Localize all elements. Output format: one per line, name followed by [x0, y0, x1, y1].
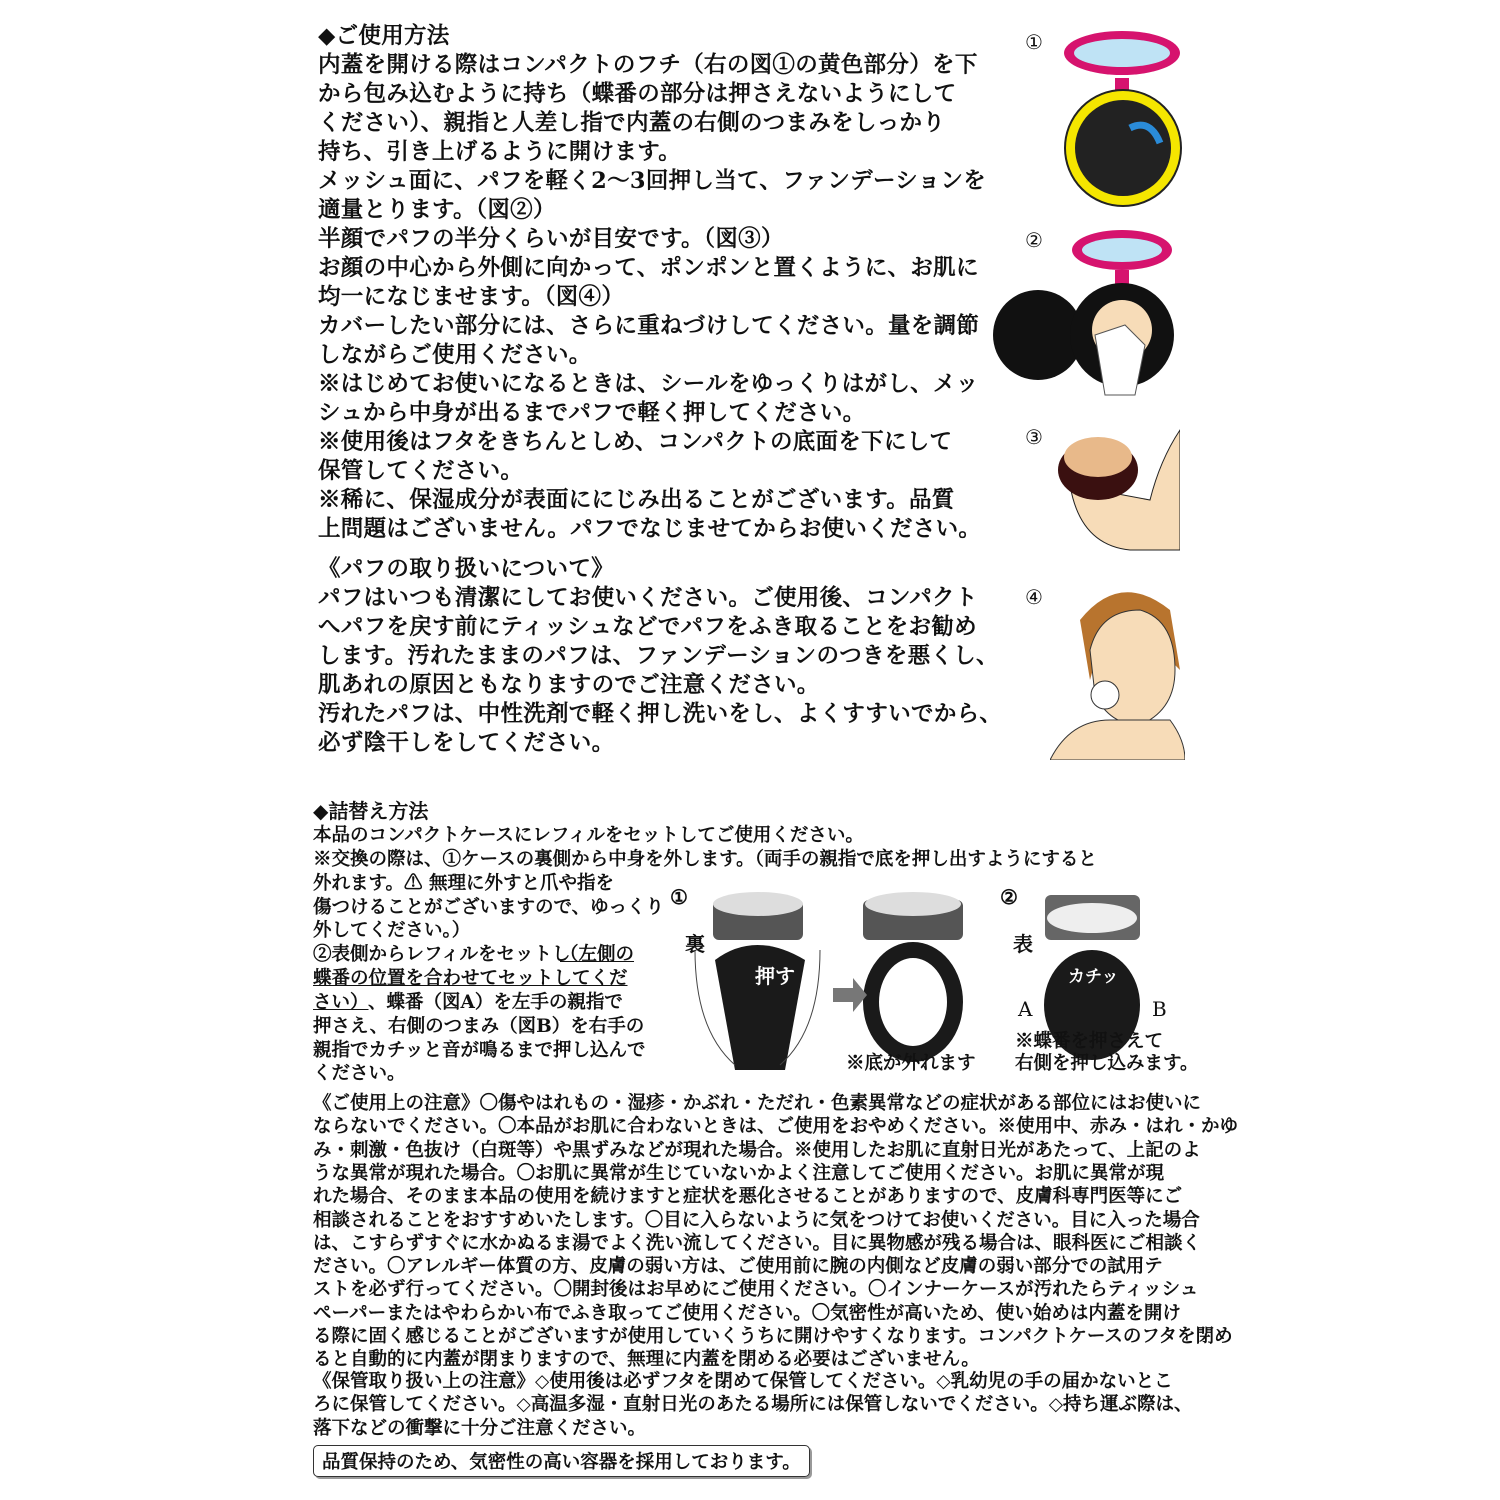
refill-line: ②表側からレフィルをセットし [313, 944, 571, 966]
usage-line: 保管してください。 [318, 458, 524, 484]
notice-box: 品質保持のため、気密性の高い容器を採用しております。 [313, 1445, 810, 1477]
usage-line: ください）、親指と人差し指で内蓋の右側のつまみをしっかり [318, 110, 946, 136]
caution-line: ならないでください。〇本品がお肌に合わないときは、ご使用をおやめください。※使用中、赤み・はれ・かゆ [313, 1116, 1239, 1138]
refill-line: 本品のコンパクトケースにレフィルをセットしてご使用ください。 [313, 825, 864, 846]
refill-underlined: 蝶番の位置を合わせてセットしてくだ [313, 968, 628, 989]
caution-line: ださい。〇アレルギー体質の方、皮膚の弱い方は、ご使用前に腕の内側など皮膚の弱い部分での試用テ [313, 1256, 1163, 1278]
puff-line: 汚れたパフは、中性洗剤で軽く押し洗いをし、よくすすいでから、 [318, 701, 1003, 727]
puff-on-hand-illustration [1050, 425, 1180, 555]
figure-number: ② [1000, 885, 1018, 909]
storage-line: 落下などの衝撃に十分ご注意ください。 [313, 1417, 647, 1439]
figure-number: ② [1025, 228, 1043, 252]
puff-line: します。汚れたままのパフは、ファンデーションのつきを悪くし、 [318, 643, 999, 669]
puff-heading: 《パフの取り扱いについて》 [318, 556, 614, 582]
refill-heading: ◆詰替え方法 [313, 799, 429, 823]
refill-line: ください。 [313, 1063, 406, 1085]
compact-puff-illustration [990, 225, 1190, 405]
caution-line: 《ご使用上の注意》〇傷やはれもの・湿疹・かぶれ・ただれ・色素異常などの症状がある部位にはお使いに [313, 1093, 1202, 1114]
refill-underlined: （左側の [560, 944, 635, 965]
caution-line: る際に固く感じることがございますが使用していくうちに開けやすくなります。コンパクトケースのフタを閉め [313, 1326, 1233, 1347]
usage-line: 上問題はございません。パフでなじませてからお使いください。 [318, 516, 982, 542]
caution-line: 相談されることをおすすめいたします。〇目に入らないように気をつけてお使いください。目に入った場合 [313, 1209, 1200, 1231]
refill-line: 外してください。） [313, 920, 471, 942]
refill-line: 押さえ、右側のつまみ（図B）を右手の [313, 1016, 645, 1037]
caution-line: ペーパーまたはやわらかい布でふき取ってご使用ください。〇気密性が高いため、使い始めは内蓋を開け [313, 1302, 1181, 1324]
puff-line: 必ず陰干しをしてください。 [318, 730, 615, 756]
figure-number: ④ [1025, 585, 1043, 609]
usage-heading: ◆ご使用方法 [318, 23, 450, 49]
puff-line: パフはいつも清潔にしてお使いください。ご使用後、コンパクト [318, 585, 978, 611]
caution-line: ると自動的に内蓋が閉まりますので、無理に内蓋を閉める必要はございません。 [313, 1349, 980, 1371]
usage-line: カバーしたい部分には、さらに重ねづけしてください。量を調節 [318, 313, 980, 339]
caution-line: うな異常が現れた場合。〇お肌に異常が生じていないかよく注意してご使用ください。お肌に異常が現 [313, 1162, 1165, 1184]
caption: ※蝶番を押さえて [1015, 1031, 1164, 1052]
caution-line: れた場合、そのまま本品の使用を続けますと症状を悪化させることがありますので、皮膚科専門医等にご [313, 1186, 1183, 1208]
usage-line: 内蓋を開ける際はコンパクトのフチ（右の図①の黄色部分）を下 [318, 52, 978, 78]
puff-line: へパフを戻す前にティッシュなどでパフをふき取ることをお勧め [318, 614, 977, 640]
figure-number: ① [670, 885, 688, 909]
label-b: B [1152, 997, 1167, 1021]
refill-line: 、蝶番（図A）を左手の親指で [368, 992, 623, 1013]
usage-line: シュから中身が出るまでパフで軽く押してください。 [318, 400, 866, 426]
usage-line: ※稀に、保湿成分が表面ににじみ出ることがございます。品質 [318, 487, 955, 513]
usage-line: から包み込むように持ち（蝶番の部分は押さえないようにして [318, 81, 957, 107]
push-label: 押す [755, 964, 795, 988]
click-label: カチッ [1068, 967, 1119, 987]
label-front: 表 [1013, 932, 1033, 956]
storage-line: 《保管取り扱い上の注意》◇使用後は必ずフタを閉めて保管してください。◇乳幼児の手の届かないとこ [313, 1371, 1173, 1392]
label-a: A [1018, 997, 1033, 1021]
refill-line: 外れます。⚠ 無理に外すと爪や指を [313, 873, 614, 894]
refill-underlined: さい） [313, 992, 369, 1013]
figure-number: ① [1025, 30, 1043, 54]
figure-number: ③ [1025, 425, 1043, 449]
caution-line: み・刺激・色抜け（白斑等）や黒ずみなどが現れた場合。※使用したお肌に直射日光があたって、上記のよ [313, 1139, 1201, 1161]
usage-line: お顔の中心から外側に向かって、ポンポンと置くように、お肌に [318, 255, 979, 281]
refill-line: ※交換の際は、①ケースの裏側から中身を外します。（両手の親指で底を押し出すようにすると [313, 849, 1097, 870]
usage-line: 適量とります。（図②） [318, 197, 556, 223]
usage-line: しながらご使用ください。 [318, 342, 592, 368]
usage-line: ※使用後はフタをきちんとしめ、コンパクトの底面を下にして [318, 429, 953, 455]
refill-line: 傷つけることがございますので、ゆっくり [313, 896, 664, 918]
puff-line: 肌あれの原因ともなりますのでご注意ください。 [318, 672, 820, 698]
storage-line: ろに保管してください。◇高温多湿・直射日光のあたる場所には保管しないでください。◇持ち運ぶ際は、 [313, 1394, 1193, 1416]
caption: ※底が外れます [846, 1053, 976, 1074]
caption: 右側を押し込みます。 [1015, 1053, 1199, 1074]
caution-line: は、こすらずすぐに水かぬるま湯でよく洗い流してください。目に異物感が残る場合は、眼科医にご相談く [313, 1232, 1202, 1254]
usage-line: 均一になじませます。（図④） [318, 284, 625, 310]
usage-line: 持ち、引き上げるように開けます。 [318, 139, 682, 165]
usage-line: 半顔でパフの半分くらいが目安です。（図③） [318, 226, 784, 252]
refill-line: 親指でカチッと音が鳴るまで押し込んで [313, 1039, 646, 1061]
usage-line: ※はじめてお使いになるときは、シールをゆっくりはがし、メッ [318, 371, 979, 397]
caution-line: ストを必ず行ってください。〇開封後はお早めにご使用ください。〇インナーケースが汚れたらティッシュ [313, 1279, 1199, 1301]
face-application-illustration [1050, 580, 1185, 760]
label-back: 裏 [685, 932, 705, 956]
compact-open-illustration [1060, 28, 1190, 208]
usage-line: メッシュ面に、パフを軽く2〜3回押し当て、ファンデーションを [318, 168, 987, 194]
